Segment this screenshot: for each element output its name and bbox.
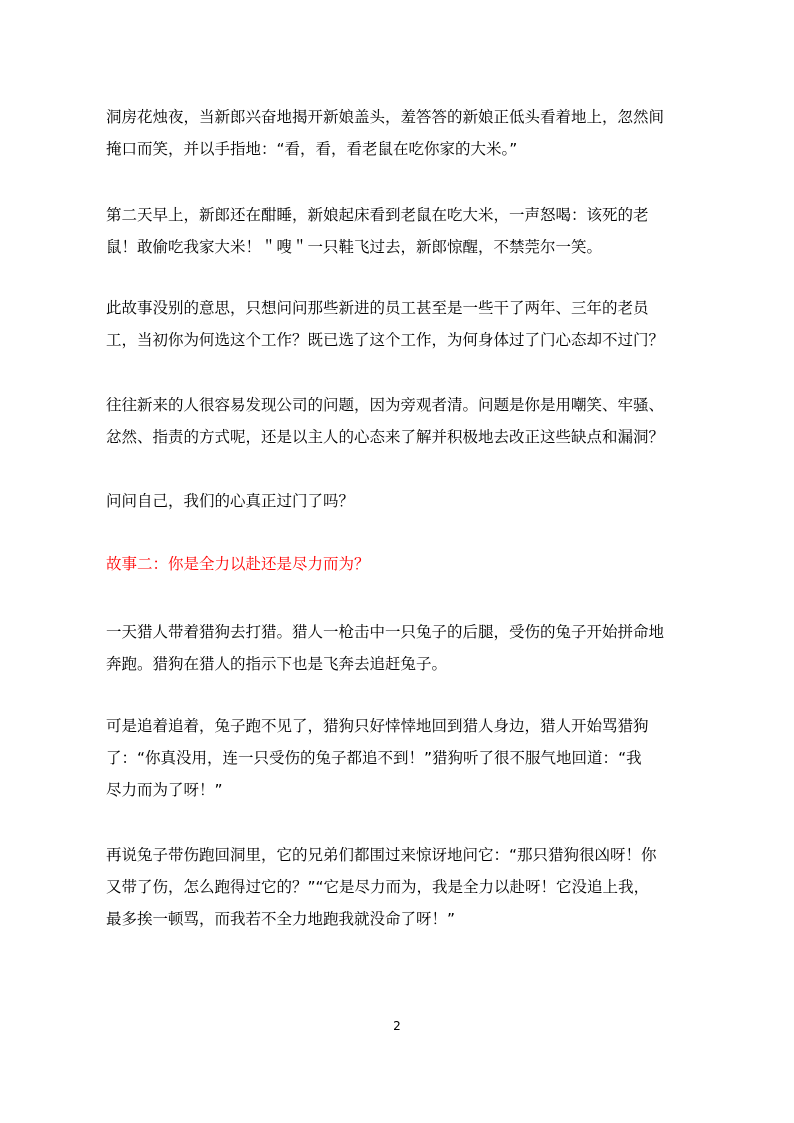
paragraph-line: 忿然、指责的方式呢，还是以主人的心态来了解并积极地去改正这些缺点和漏洞？ <box>106 428 665 446</box>
heading-line: 故事二：你是全力以赴还是尽力而为？ <box>106 555 370 573</box>
paragraph-line: 可是追着追着，兔子跑不见了，猎狗只好悻悻地回到猎人身边，猎人开始骂猎狗 <box>106 717 649 735</box>
paragraph-line: 尽力而为了呀！” <box>106 781 223 799</box>
page-number: 2 <box>393 1019 401 1033</box>
paragraph-line: 再说兔子带伤跑回洞里，它的兄弟们都围过来惊讶地问它：“那只猎狗很凶呀！你 <box>106 846 657 864</box>
paragraph-ask-yourself <box>106 485 691 517</box>
paragraph-line: 问问自己，我们的心真正过门了吗？ <box>106 492 355 510</box>
paragraph-next-morning <box>106 199 691 263</box>
paragraph-line: 掩口而笑，并以手指地：“看，看，看老鼠在吃你家的大米。” <box>106 140 518 158</box>
paragraph-line: 奔跑。猎狗在猎人的指示下也是飞奔去追赶兔子。 <box>106 655 448 673</box>
paragraph-line: 第二天早上，新郎还在酣睡，新娘起床看到老鼠在吃大米，一声怒喝：该死的老 <box>106 206 649 224</box>
paragraph-dog-scolded <box>106 710 691 806</box>
paragraph-line: 工，当初你为何选这个工作？既已选了这个工作，为何身体过了门心态却不过门？ <box>106 331 665 349</box>
paragraph-line: 最多挨一顿骂，而我若不全力地跑我就没命了呀！” <box>106 910 456 928</box>
paragraph-story-meaning <box>106 292 691 356</box>
paragraph-wedding-night <box>106 101 691 165</box>
paragraph-rabbit-reply <box>106 839 691 935</box>
paragraph-line: 又带了伤，怎么跑得过它的？”“它是尽力而为，我是全力以赴呀！它没追上我， <box>106 878 650 896</box>
paragraph-hunter-and-dog <box>106 616 691 680</box>
paragraph-line: 了：“你真没用，连一只受伤的兔子都追不到！”猎狗听了很不服气地回道：“我 <box>106 749 642 767</box>
paragraph-line: 一天猎人带着猎狗去打猎。猎人一枪击中一只兔子的后腿，受伤的兔子开始拼命地 <box>106 623 665 641</box>
story-two-heading <box>106 548 691 580</box>
paragraph-line: 洞房花烛夜，当新郎兴奋地揭开新娘盖头，羞答答的新娘正低头看着地上，忽然间 <box>106 108 665 126</box>
paragraph-new-employees <box>106 389 691 453</box>
paragraph-line: 此故事没别的意思，只想问问那些新进的员工甚至是一些干了两年、三年的老员 <box>106 299 649 317</box>
paragraph-line: 往往新来的人很容易发现公司的问题，因为旁观者清。问题是你是用嘲笑、牢骚、 <box>106 396 665 414</box>
paragraph-line: 鼠！敢偷吃我家大米！＂嗖＂一只鞋飞过去，新郎惊醒，不禁莞尔一笑。 <box>106 238 603 256</box>
